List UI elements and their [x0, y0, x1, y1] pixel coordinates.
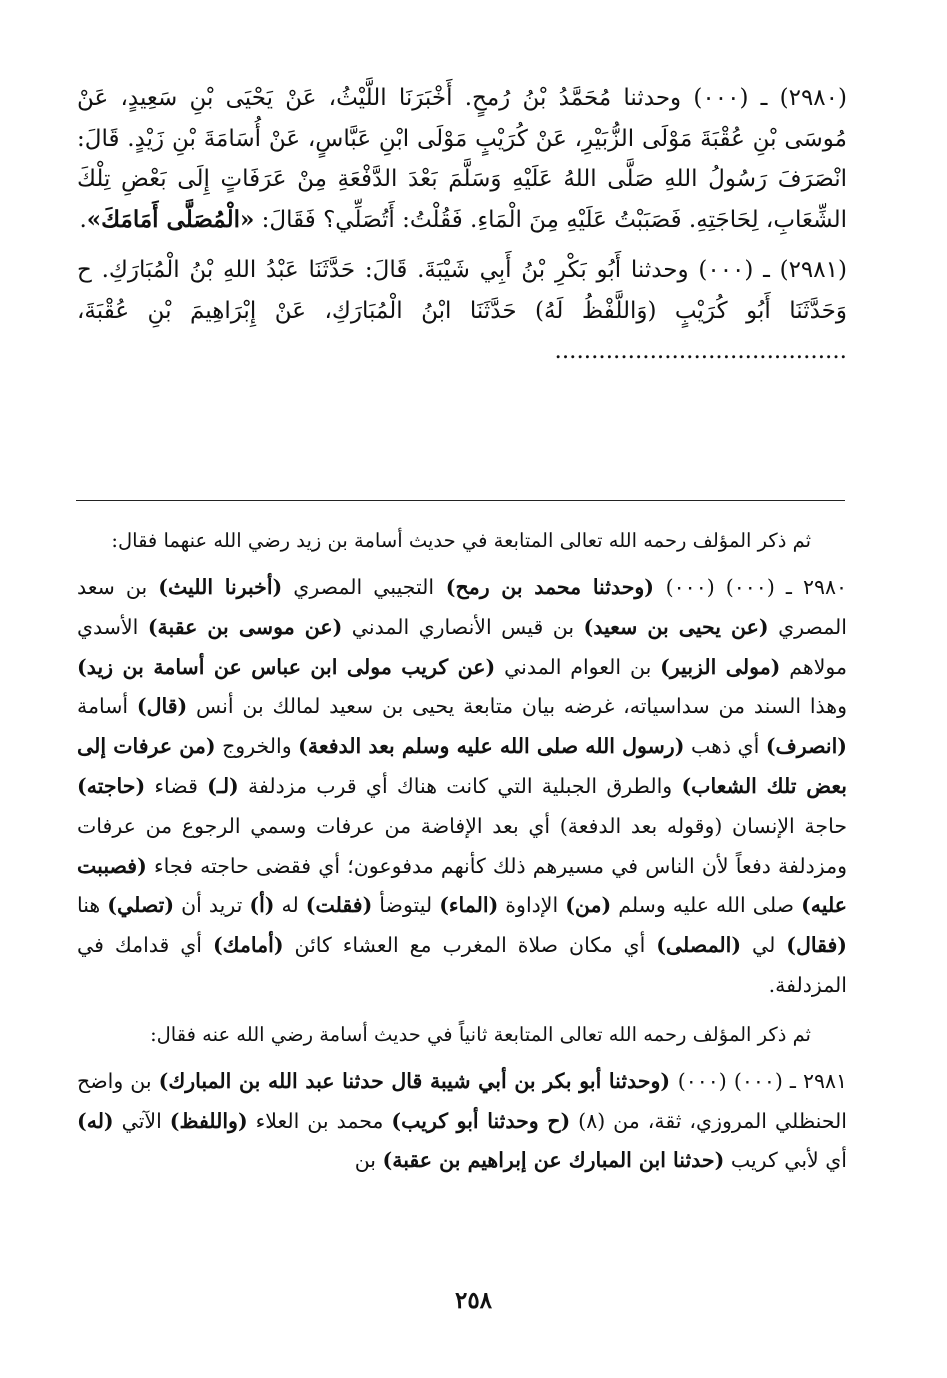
quoted-matn-segment: (عن كريب مولى ابن عباس عن أسامة بن زيد) [77, 654, 496, 679]
hadith-body: وحدثنا مُحَمَّدُ بْنُ رُمحٍ. أَخْبَرَنَا اللَّيْثُ، عَنْ يَحْيَى بْنِ سَعِيدٍ، عَنْ مُوسَى بْنِ عُقْبَةَ مَوْلَى الزُّبَيْرِ، عَنْ كُرَيْبٍ مَوْلَى ابْنِ عَبَّاسٍ، عَنْ أُسَامَةَ بْنِ زَيْدٍ. قَالَ: انْصَرَفَ رَسُولُ اللهِ صَلَّى اللهُ عَلَيْهِ وَسَلَّمَ بَعْدَ الدَّفْعَةِ مِنْ عَرَفَاتٍ إِلَى بَعْضِ تِلْكَ الشِّعَابِ، لِحَاجَتِهِ. فَصَبَبْتُ عَلَيْهِ مِنَ الْمَاءِ. فَقُلْتُ: أَتُصَلِّي؟ فَقَالَ: [77, 85, 847, 233]
commentary-segment: أي مكان صلاة المغرب مع العشاء كائن [283, 933, 657, 958]
quoted-matn-segment: (مولى الزبير) [660, 654, 781, 679]
commentary-segment: تريد أن [174, 893, 250, 918]
commentary-segment: الآتي [113, 1108, 170, 1133]
quoted-matn-segment: (وحدثنا محمد بن رمح) [434, 575, 666, 599]
quoted-matn-segment: (فقال) [786, 933, 847, 958]
hadith-2981: (٢٩٨١) ـ (٠٠٠) وحدثنا أَبُو بَكْرِ بْنُ أَبِي شَيْبَةَ. قَالَ: حَدَّثَنَا عَبْدُ اللهِ بْنُ الْمُبَارَكِ. ح وَحَدَّثَنَا أَبُو كُرَيْبٍ (وَاللَّفْظُ لَهُ) حَدَّثَنَا ابْنُ الْمُبَارَكِ، عَنْ إِبْرَاهِيمَ بْنِ عُقْبَةَ، ........................................ [77, 257, 847, 364]
commentary-segment: صلى الله عليه وسلم [611, 893, 802, 918]
quoted-matn-segment: (رسول الله صلى الله عليه وسلم بعد الدفعة) [298, 734, 685, 759]
commentary-segment: الأسدي مولاهم [77, 614, 847, 679]
quoted-matn-segment: (فصببت عليه) [77, 853, 847, 918]
quoted-matn-segment: (لـ) [207, 773, 239, 798]
commentary-segment: حاجة الإنسان (وقوله بعد الدفعة) أي بعد الإفاضة من عرفات وسمي الرجوع من عرفات ومزدلفة دفعاً لأن الناس في مسيرهم ذلك كأنهم مدفوعون؛ أي فقضى حاجته فجاء [77, 813, 847, 878]
commentary-segment: ٢٩٨١ ـ (٠٠٠) (٠٠٠) [677, 1068, 847, 1093]
commentary-segment: وهذا السند من سداسياته، غرضه بيان متابعة يحيى بن سعيد لمالك بن أنس [187, 694, 847, 719]
hadith-number: (٢٩٨٠) [779, 85, 847, 111]
quoted-matn-segment: (من) [565, 893, 612, 918]
commentary-segment: بن العوام المدني [495, 654, 661, 679]
quoted-matn-segment: (واللفظ) [169, 1108, 248, 1133]
hadith-body: وحدثنا أَبُو بَكْرِ بْنُ أَبِي شَيْبَةَ. قَالَ: حَدَّثَنَا عَبْدُ اللهِ بْنُ الْمُبَارَكِ. ح وَحَدَّثَنَا أَبُو كُرَيْبٍ (وَاللَّفْظُ لَهُ) حَدَّثَنَا ابْنُ الْمُبَارَكِ، عَنْ إِبْرَاهِيمَ بْنِ عُقْبَةَ، ........................................ [77, 257, 847, 364]
hadith-sub-number: (٠٠٠) [698, 257, 754, 283]
quoted-matn-segment: (أ) [249, 893, 275, 918]
hadith-end: . [79, 206, 87, 233]
quoted-matn-segment: (انصرف) [765, 734, 847, 759]
commentary-segment: ليتوضأ [372, 893, 440, 918]
commentary-segment: لي [741, 933, 787, 958]
commentary-segment: بن سعد المصري [77, 575, 847, 639]
hadith-quote: «الْمُصَلَّى أَمَامَكَ» [86, 205, 255, 233]
commentary-segment: قضاء [145, 773, 208, 798]
commentary-2981 [77, 1062, 847, 1181]
quoted-matn-segment: (عن يحيى بن سعيد) [583, 614, 769, 639]
commentary-segment: الإداوة [498, 893, 566, 918]
commentary-segment: أسامة [77, 694, 137, 719]
commentary-segment: أي لأبي كريب [724, 1148, 847, 1173]
commentary-intro-1: ثم ذكر المؤلف رحمه الله تعالى المتابعة في حديث أسامة بن زيد رضي الله عنهما فقال: [111, 529, 811, 552]
commentary-segment: والطرق الجبلية التي كانت هناك أي قرب مزدلفة [238, 773, 682, 798]
commentary-segment: أي قدامك في المزدلفة. [77, 933, 847, 997]
quoted-matn-segment: (ح وحدثنا أبو كريب) [391, 1108, 571, 1133]
quoted-matn-segment: (من عرفات إلى بعض تلك الشعاب) [77, 734, 848, 798]
hadith-2980: (٢٩٨٠) ـ (٠٠٠) وحدثنا مُحَمَّدُ بْنُ رُمحٍ. أَخْبَرَنَا اللَّيْثُ، عَنْ يَحْيَى بْنِ سَعِيدٍ، عَنْ مُوسَى بْنِ عُقْبَةَ مَوْلَى الزُّبَيْرِ، عَنْ كُرَيْبٍ مَوْلَى ابْنِ عَبَّاسٍ، عَنْ أُسَامَةَ بْنِ زَيْدٍ. قَالَ: انْصَرَفَ رَسُولُ اللهِ صَلَّى اللهُ عَلَيْهِ وَسَلَّمَ بَعْدَ الدَّفْعَةِ مِنْ عَرَفَاتٍ إِلَى بَعْضِ تِلْكَ الشِّعَابِ، لِحَاجَتِهِ. فَصَبَبْتُ عَلَيْهِ مِنَ الْمَاءِ. فَقُلْتُ: أَتُصَلِّي؟ فَقَالَ: «الْمُصَلَّى أَمَامَكَ». [77, 85, 847, 233]
commentary-segment: والخروج [215, 734, 299, 759]
page-number: ٢٥٨ [454, 1287, 493, 1314]
commentary-segment: بن [354, 1148, 383, 1173]
quoted-matn-segment: (حدثنا ابن المبارك عن إبراهيم بن عقبة) [382, 1148, 725, 1173]
quoted-matn-segment: (أمامك) [212, 933, 284, 958]
commentary-section [77, 522, 847, 1191]
commentary-intro-2: ثم ذكر المؤلف رحمه الله تعالى المتابعة ثانياً في حديث أسامة رضي الله عنه فقال: [150, 1022, 811, 1046]
commentary-segment: هنا [77, 893, 108, 918]
commentary-segment: له [274, 893, 306, 918]
commentary-segment: أي ذهب [684, 734, 766, 759]
quoted-matn-segment: (تصلي) [107, 893, 175, 918]
section-divider [76, 500, 845, 501]
quoted-matn-segment: (له) [77, 1108, 114, 1133]
hadith-text-section [77, 78, 847, 382]
commentary-segment: بن واضح الحنظلي المروزي، ثقة، من (٨) [77, 1068, 847, 1133]
quoted-matn-segment: (حاجته) [77, 773, 146, 798]
commentary-segment: بن قيس الأنصاري المدني [342, 614, 584, 639]
quoted-matn-segment: (المصلى) [656, 933, 742, 958]
commentary-segment: ٢٩٨٠ ـ (٠٠٠) (٠٠٠) [665, 575, 848, 599]
quoted-matn-segment: (فقلت) [305, 893, 373, 918]
quoted-matn-segment: (وحدثنا أبو بكر بن أبي شيبة قال حدثنا عبد الله بن المبارك) [158, 1068, 678, 1093]
quoted-matn-segment: (أخبرنا الليث) [158, 575, 283, 599]
quoted-matn-segment: (قال) [136, 694, 188, 719]
hadith-number: (٢٩٨١) [779, 257, 847, 283]
hadith-sub-number: (٠٠٠) [693, 85, 749, 111]
commentary-2980 [77, 568, 847, 1006]
commentary-segment: التجيبي المصري [282, 575, 435, 599]
quoted-matn-segment: (عن موسى بن عقبة) [147, 614, 343, 639]
quoted-matn-segment: (الماء) [439, 893, 499, 918]
commentary-segment: محمد بن العلاء [247, 1108, 392, 1133]
